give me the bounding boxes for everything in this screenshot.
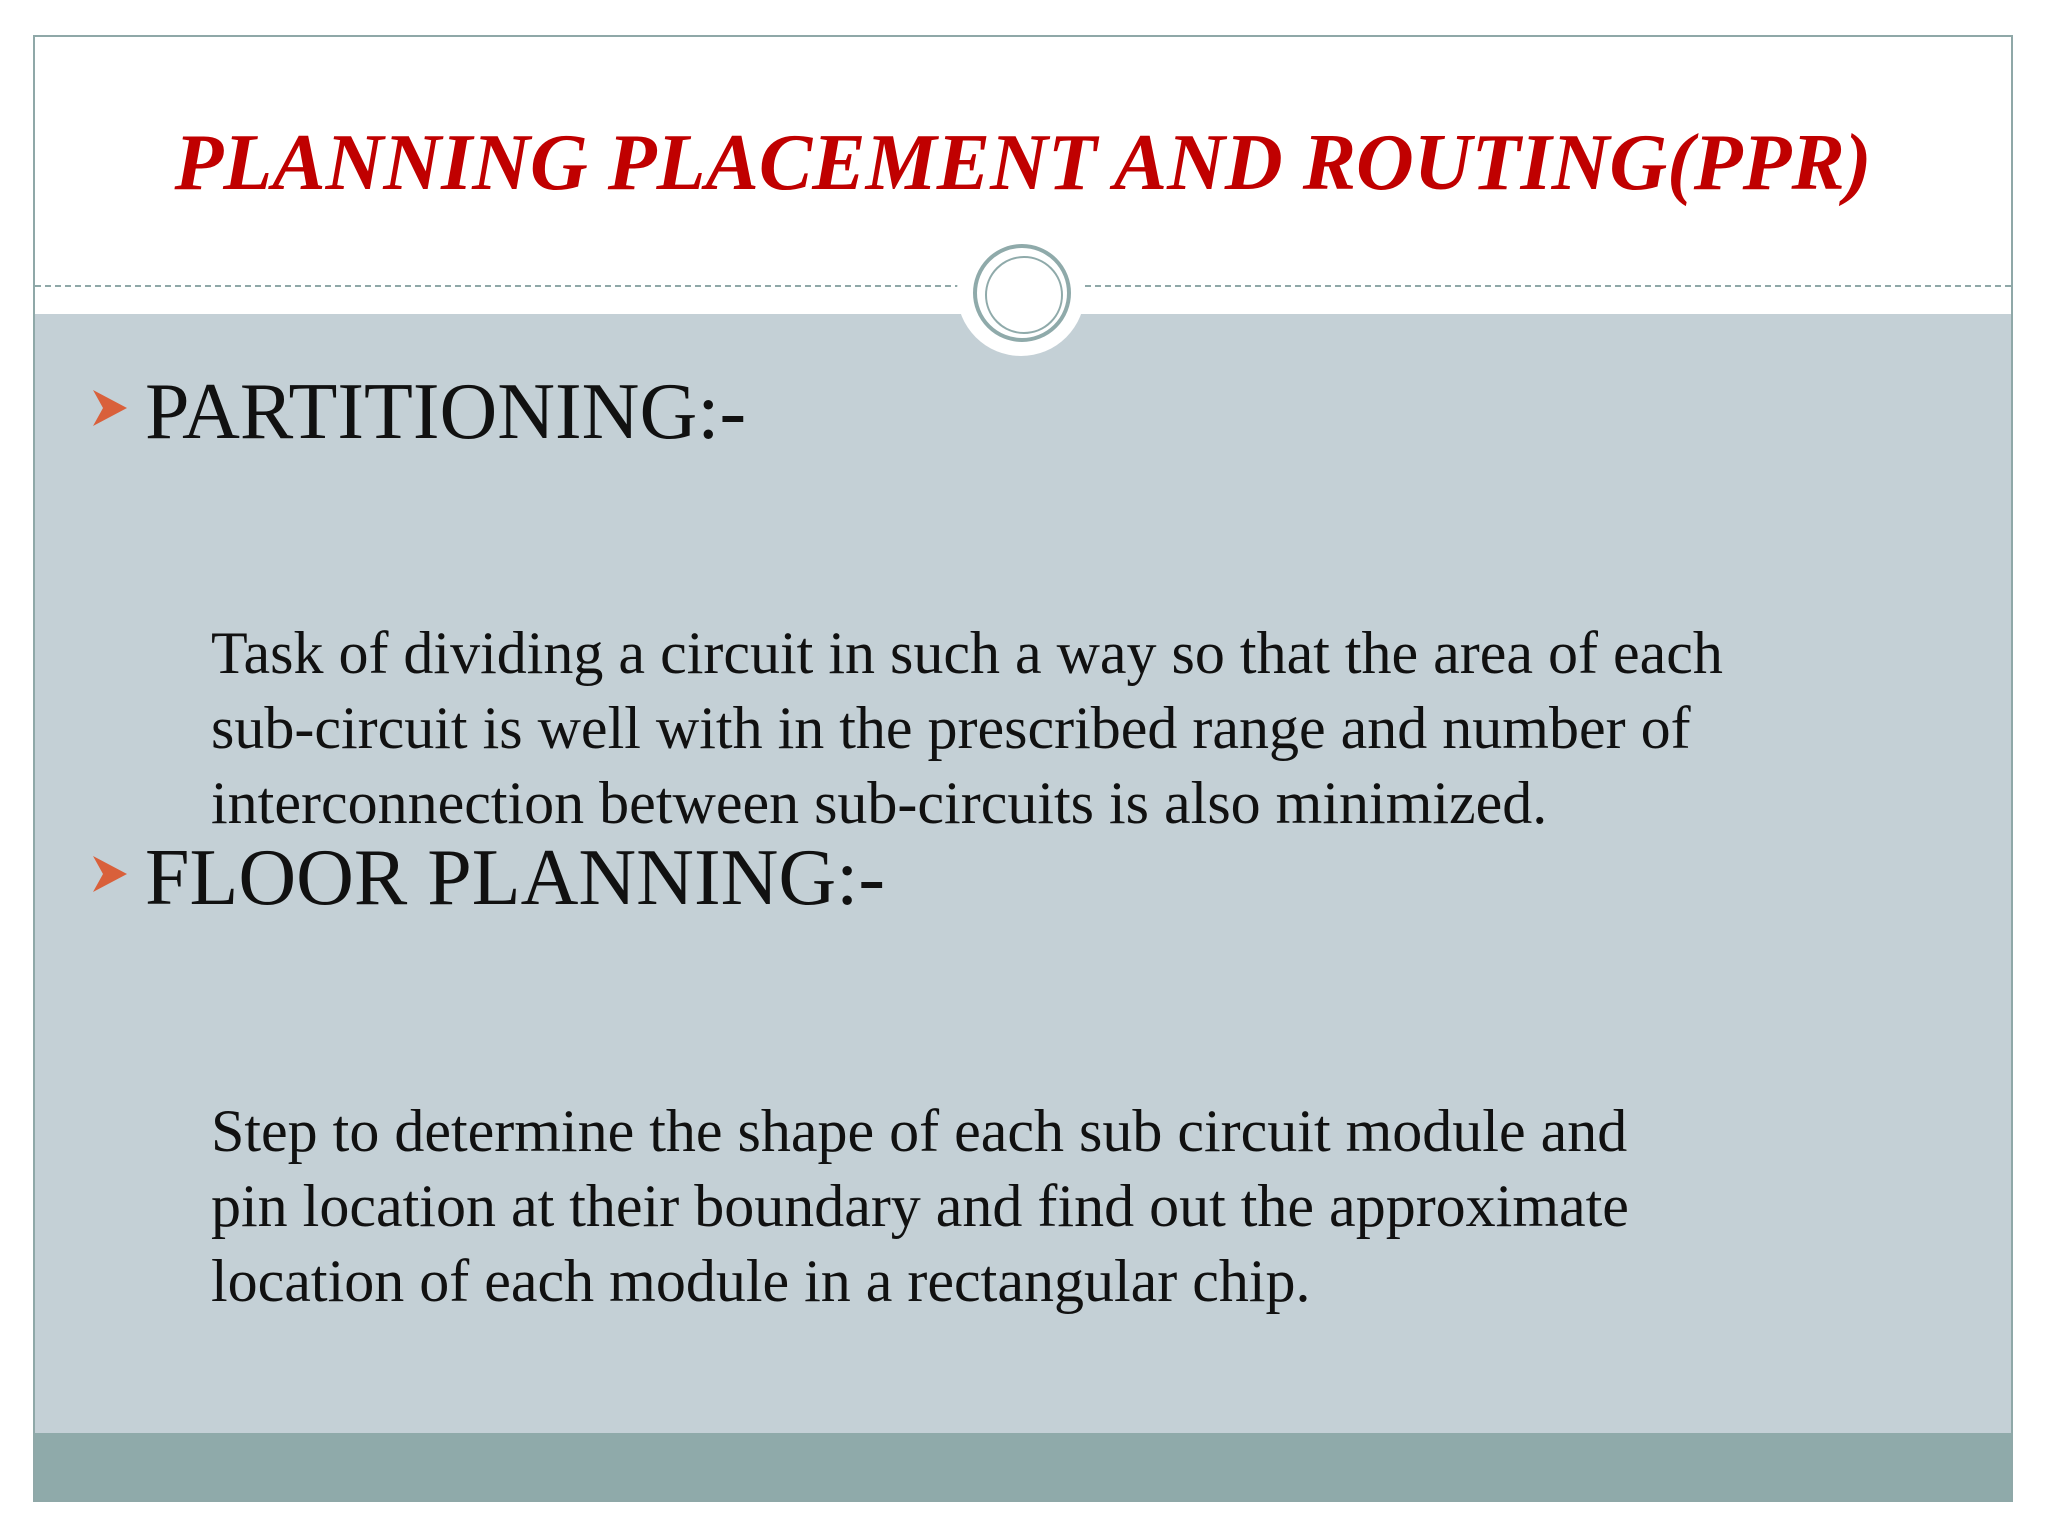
arrow-bullet-icon xyxy=(91,854,129,894)
section-body-partitioning: Task of dividing a circuit in such a way so that the area of each sub-circuit is well with in the prescribed range and number of interconnection between sub-circuits is also minimized. xyxy=(211,620,1723,836)
section-heading-floor-planning xyxy=(91,834,885,922)
circle-ornament-icon xyxy=(957,228,1085,356)
arrow-bullet-icon xyxy=(91,388,129,428)
section-heading-partitioning xyxy=(91,368,747,456)
section-body-floor-planning: Step to determine the shape of each sub circuit module and pin location at their boundary and find out the approximate location of each module in a rectangular chip. xyxy=(211,1098,1629,1314)
section-heading-label: PARTITIONING:- xyxy=(145,368,747,456)
slide xyxy=(33,35,2013,1502)
section-heading-label: FLOOR PLANNING:- xyxy=(145,834,885,922)
slide-title: PLANNING PLACEMENT AND ROUTING(PPR) xyxy=(174,119,1872,207)
footer-band xyxy=(35,1433,2011,1502)
content-area xyxy=(35,314,2011,1433)
